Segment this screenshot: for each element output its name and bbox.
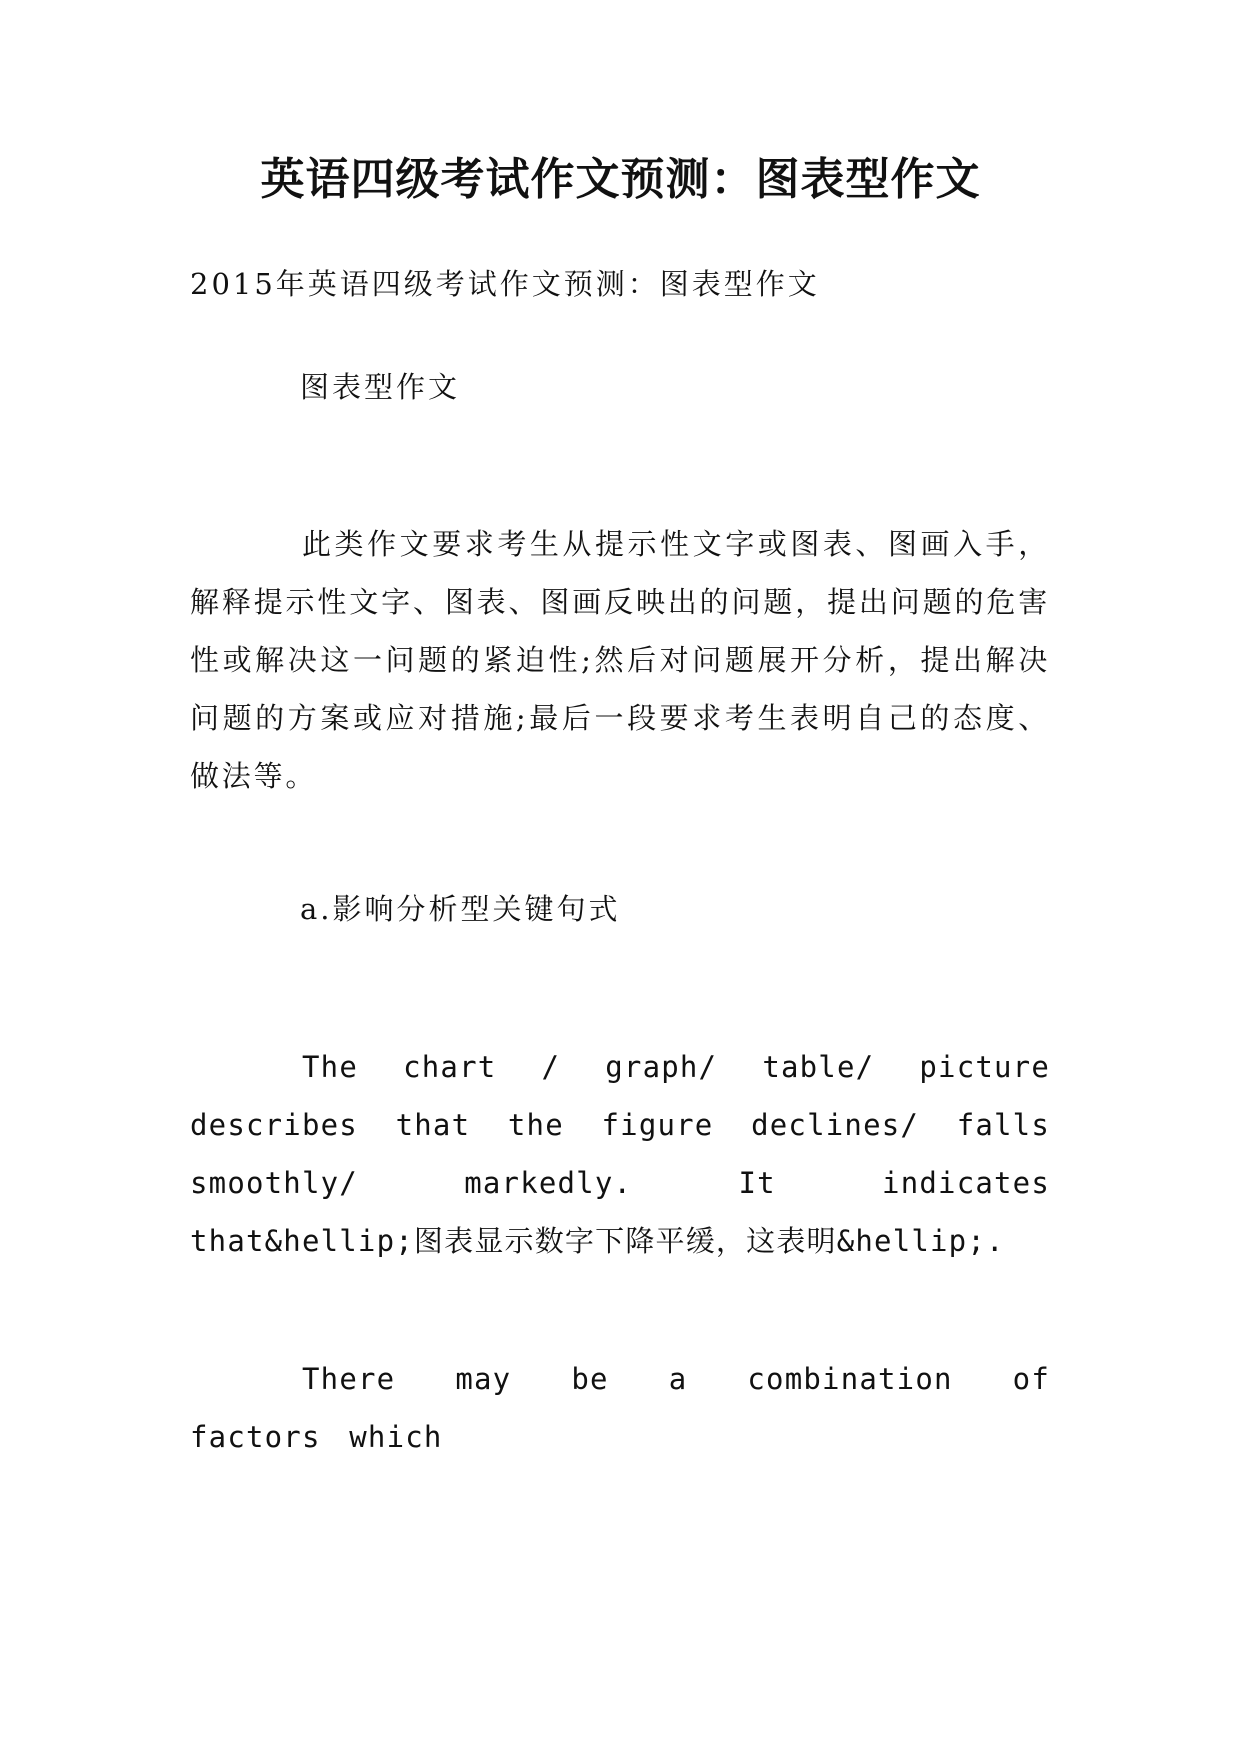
section-heading: 图表型作文 (300, 370, 461, 404)
subheading-a: a.影响分析型关键句式 (300, 892, 621, 926)
intro-paragraph: 此类作文要求考生从提示性文字或图表、图画入手，解释提示性文字、图表、图画反映出的问题，提出问题的危害性或解决这一问题的紧迫性;然后对问题展开分析，提出解决问题的方案或应对措施;最后一段要求考生表明自己的态度、做法等。 (190, 527, 1050, 793)
example-sentence-2-start: There may be a combination of factors which (190, 1362, 1050, 1454)
document-title: 英语四级考试作文预测：图表型作文 (260, 154, 981, 205)
example-sentence-1: The chart / graph/ table/ picture describes that the figure declines/ falls smoothly/ markedly. It indicates that&hellip;图表显示数字下降平缓，这表明&hellip;. (190, 1050, 1050, 1258)
document-subtitle: 2015年英语四级考试作文预测：图表型作文 (190, 267, 820, 301)
